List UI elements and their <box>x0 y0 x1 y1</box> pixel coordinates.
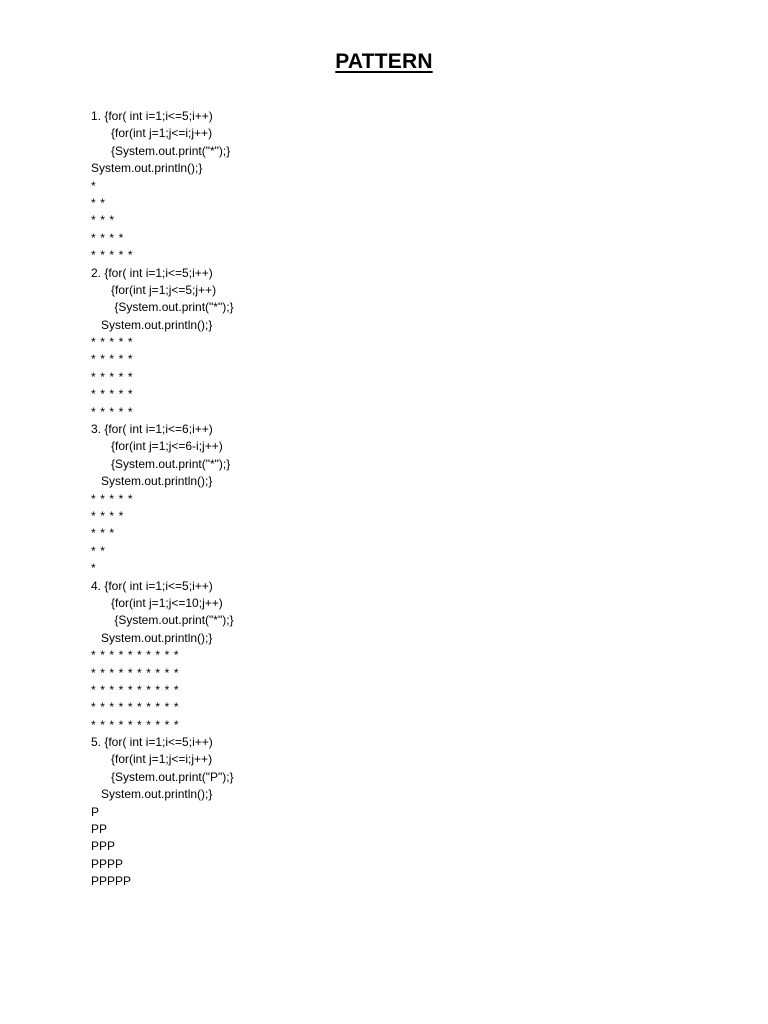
code-line: {for(int j=1;j<=5;j++) <box>91 282 217 297</box>
code-line: {for(int j=1;j<=10;j++) <box>91 595 223 610</box>
pattern-section-4 <box>91 578 691 735</box>
output-line: * * * * * <box>91 404 134 419</box>
output-line: PPP <box>91 839 116 854</box>
output-line: * * * * * <box>91 387 134 402</box>
code-line: System.out.println();} <box>91 317 213 332</box>
output-line: PPPP <box>91 856 124 871</box>
code-line: 4. {for( int i=1;i<=5;i++) <box>91 578 213 593</box>
output-line: * <box>91 561 97 576</box>
output-line: * * <box>91 543 106 558</box>
output-line: * * * * * * * * * * <box>91 717 180 732</box>
code-line: {System.out.print("P");} <box>91 769 234 784</box>
output-line: * * * * * <box>91 248 134 263</box>
code-line: 2. {for( int i=1;i<=5;i++) <box>91 265 213 280</box>
code-line: {System.out.print("*");} <box>91 456 231 471</box>
output-line: * * * * * <box>91 352 134 367</box>
code-line: 5. {for( int i=1;i<=5;i++) <box>91 735 213 750</box>
code-line: {for(int j=1;j<=6-i;j++) <box>91 439 223 454</box>
output-line: PP <box>91 822 108 837</box>
code-line: 1. {for( int i=1;i<=5;i++) <box>91 109 213 123</box>
pattern-section-2 <box>91 265 691 422</box>
output-line: * * * * * * * * * * <box>91 682 180 697</box>
output-line: * * <box>91 195 106 210</box>
output-line: * * * <box>91 526 115 541</box>
output-line: * * * * * * * * * * <box>91 700 180 715</box>
code-line: {System.out.print("*");} <box>91 143 231 158</box>
output-line: * * * * <box>91 508 124 523</box>
output-line: * * * * * <box>91 369 134 384</box>
code-line: System.out.println();} <box>91 474 213 489</box>
output-line: * * * * * <box>91 491 134 506</box>
output-line: * * * * * * * * * * <box>91 648 180 663</box>
output-line: * * * * * <box>91 335 134 350</box>
pattern-section-1 <box>91 108 691 265</box>
output-line: PPPPP <box>91 874 132 889</box>
output-line: * * * * <box>91 230 124 245</box>
code-line: System.out.println();} <box>91 787 213 802</box>
code-line: {for(int j=1;j<=i;j++) <box>91 752 213 767</box>
code-line: System.out.println();} <box>91 630 213 645</box>
code-line: {System.out.print("*");} <box>91 613 234 628</box>
pattern-section-5 <box>91 734 691 891</box>
output-line: P <box>91 804 100 819</box>
output-line: * * * * * * * * * * <box>91 665 180 680</box>
pattern-section-3 <box>91 421 691 578</box>
code-line: 3. {for( int i=1;i<=6;i++) <box>91 422 213 437</box>
output-line: * <box>91 178 97 193</box>
output-line: * * * <box>91 213 115 228</box>
code-line: System.out.println();} <box>91 161 203 176</box>
code-line: {for(int j=1;j<=i;j++) <box>91 126 213 141</box>
page-title: PATTERN <box>335 50 433 73</box>
code-line: {System.out.print("*");} <box>91 300 234 315</box>
document-body <box>91 108 691 891</box>
